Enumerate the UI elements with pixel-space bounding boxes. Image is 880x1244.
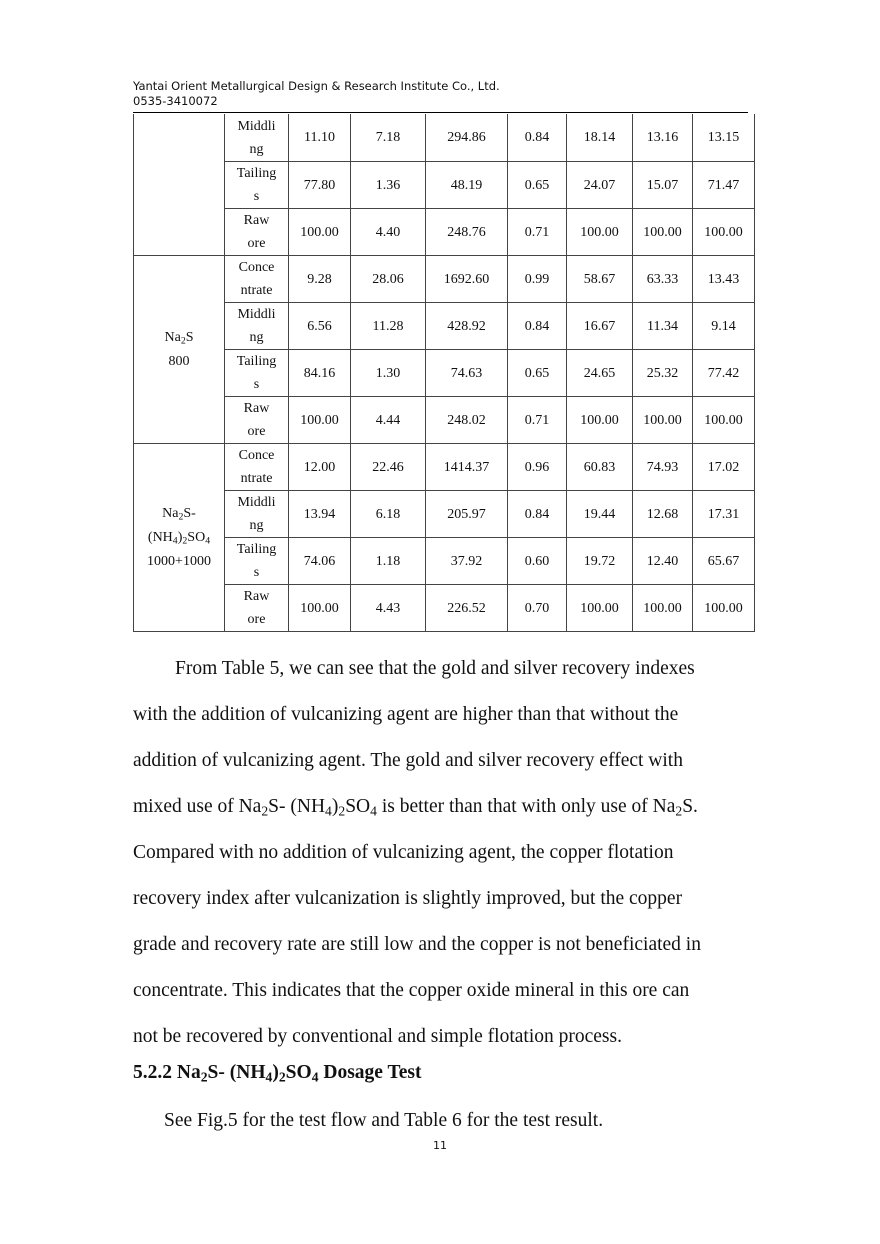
product-cell: Tailing s <box>225 162 289 209</box>
value-cell: 100.00 <box>693 585 755 632</box>
table-row <box>134 162 755 209</box>
para-line <box>133 646 748 692</box>
product-cell: Raw ore <box>225 397 289 444</box>
value-cell: 84.16 <box>289 350 351 397</box>
discussion-paragraph <box>133 646 748 1060</box>
condition-label: $(NH_4)_2SO_4$ <box>147 529 211 546</box>
condition-cell <box>134 256 225 444</box>
condition-cell <box>134 114 225 256</box>
value-cell: 226.52 <box>426 585 508 632</box>
value-cell: 12.00 <box>289 444 351 491</box>
value-cell: 0.99 <box>508 256 567 303</box>
condition-label: 1000+1000 <box>147 553 211 569</box>
value-cell: 6.56 <box>289 303 351 350</box>
value-cell: 19.72 <box>567 538 633 585</box>
value-cell: 100.00 <box>289 209 351 256</box>
value-cell: 24.65 <box>567 350 633 397</box>
value-cell: 100.00 <box>633 397 693 444</box>
value-cell: 13.43 <box>693 256 755 303</box>
value-cell: 11.34 <box>633 303 693 350</box>
value-cell: 205.97 <box>426 491 508 538</box>
para-line-3: addition of vulcanizing agent. The gold and silver recovery effect with <box>133 750 683 771</box>
value-cell: 17.31 <box>693 491 755 538</box>
para-line-8: concentrate. This indicates that the copper oxide mineral in this ore can <box>133 980 690 1001</box>
value-cell: 12.40 <box>633 538 693 585</box>
condition-label: $Na_2S$ <box>164 329 194 346</box>
header-phone: 0535-3410072 <box>133 94 218 108</box>
value-cell: 100.00 <box>289 585 351 632</box>
value-cell: 4.43 <box>351 585 426 632</box>
value-cell: 100.00 <box>693 209 755 256</box>
value-cell: 100.00 <box>567 397 633 444</box>
value-cell: 65.67 <box>693 538 755 585</box>
value-cell: 0.65 <box>508 350 567 397</box>
header-company: Yantai Orient Metallurgical Design & Research Institute Co., Ltd. <box>133 79 500 93</box>
value-cell: 28.06 <box>351 256 426 303</box>
value-cell: 37.92 <box>426 538 508 585</box>
para-line-1: From Table 5, we can see that the gold and silver recovery indexes <box>175 658 695 679</box>
table-row <box>134 114 755 162</box>
product-cell: Tailing s <box>225 350 289 397</box>
table-row <box>134 444 755 491</box>
value-cell: 0.71 <box>508 397 567 444</box>
product-cell: Conce ntrate <box>225 444 289 491</box>
value-cell: 1414.37 <box>426 444 508 491</box>
value-cell: 1.18 <box>351 538 426 585</box>
value-cell: 0.84 <box>508 303 567 350</box>
section-heading: 5.2.2 $Na_2S-$ $(NH_4)_2SO_4$ Dosage Test <box>133 1062 422 1085</box>
table-row <box>134 256 755 303</box>
value-cell: 11.10 <box>289 114 351 162</box>
condition-label: $Na_2S-$ <box>162 505 196 522</box>
value-cell: 7.18 <box>351 114 426 162</box>
value-cell: 4.40 <box>351 209 426 256</box>
value-cell: 100.00 <box>633 585 693 632</box>
condition-label: 800 <box>168 353 190 369</box>
table-row <box>134 491 755 538</box>
value-cell: 100.00 <box>633 209 693 256</box>
value-cell: 74.93 <box>633 444 693 491</box>
value-cell: 100.00 <box>567 585 633 632</box>
value-cell: 6.18 <box>351 491 426 538</box>
value-cell: 1692.60 <box>426 256 508 303</box>
value-cell: 16.67 <box>567 303 633 350</box>
value-cell: 15.07 <box>633 162 693 209</box>
value-cell: 100.00 <box>693 397 755 444</box>
value-cell: 0.65 <box>508 162 567 209</box>
product-cell: Raw ore <box>225 585 289 632</box>
product-cell: Tailing s <box>225 538 289 585</box>
value-cell: 71.47 <box>693 162 755 209</box>
table-row <box>134 303 755 350</box>
value-cell: 48.19 <box>426 162 508 209</box>
para-line-4: mixed use of $Na_2S-$ $(NH_4)_2SO_4$ is better than that with only use of $Na_2S$. <box>133 796 698 819</box>
value-cell: 9.14 <box>693 303 755 350</box>
value-cell: 0.60 <box>508 538 567 585</box>
page-header <box>133 79 748 109</box>
value-cell: 11.28 <box>351 303 426 350</box>
para-line-6: recovery index after vulcanization is slightly improved, but the copper <box>133 888 683 909</box>
value-cell: 13.94 <box>289 491 351 538</box>
value-cell: 13.15 <box>693 114 755 162</box>
value-cell: 1.36 <box>351 162 426 209</box>
value-cell: 17.02 <box>693 444 755 491</box>
value-cell: 248.76 <box>426 209 508 256</box>
value-cell: 0.71 <box>508 209 567 256</box>
value-cell: 0.84 <box>508 491 567 538</box>
value-cell: 77.42 <box>693 350 755 397</box>
table-row <box>134 209 755 256</box>
value-cell: 248.02 <box>426 397 508 444</box>
para-line-7: grade and recovery rate are still low and the copper is not beneficiated in <box>133 934 701 955</box>
para-line-2: with the addition of vulcanizing agent are higher than that without the <box>133 704 679 725</box>
product-cell: Middli ng <box>225 303 289 350</box>
value-cell: 74.63 <box>426 350 508 397</box>
para-line-9: not be recovered by conventional and simple flotation process. <box>133 1026 622 1047</box>
product-cell: Middli ng <box>225 114 289 162</box>
value-cell: 18.14 <box>567 114 633 162</box>
value-cell: 19.44 <box>567 491 633 538</box>
value-cell: 4.44 <box>351 397 426 444</box>
table-row <box>134 397 755 444</box>
value-cell: 294.86 <box>426 114 508 162</box>
value-cell: 13.16 <box>633 114 693 162</box>
value-cell: 100.00 <box>289 397 351 444</box>
value-cell: 0.96 <box>508 444 567 491</box>
product-cell: Raw ore <box>225 209 289 256</box>
value-cell: 63.33 <box>633 256 693 303</box>
value-cell: 58.67 <box>567 256 633 303</box>
value-cell: 12.68 <box>633 491 693 538</box>
value-cell: 428.92 <box>426 303 508 350</box>
value-cell: 74.06 <box>289 538 351 585</box>
value-cell: 0.84 <box>508 114 567 162</box>
table-row <box>134 350 755 397</box>
value-cell: 22.46 <box>351 444 426 491</box>
value-cell: 60.83 <box>567 444 633 491</box>
value-cell: 0.70 <box>508 585 567 632</box>
value-cell: 77.80 <box>289 162 351 209</box>
para-line-5: Compared with no addition of vulcanizing agent, the copper flotation <box>133 842 674 863</box>
header-rule <box>133 112 748 113</box>
product-cell: Middli ng <box>225 491 289 538</box>
see-figure-line: See Fig.5 for the test flow and Table 6 for the test result. <box>164 1110 604 1131</box>
value-cell: 100.00 <box>567 209 633 256</box>
value-cell: 25.32 <box>633 350 693 397</box>
value-cell: 1.30 <box>351 350 426 397</box>
condition-cell <box>134 444 225 632</box>
results-table <box>133 114 755 632</box>
value-cell: 24.07 <box>567 162 633 209</box>
table-row <box>134 538 755 585</box>
table-row <box>134 585 755 632</box>
value-cell: 9.28 <box>289 256 351 303</box>
product-cell: Conce ntrate <box>225 256 289 303</box>
page-number: 11 <box>433 1139 447 1152</box>
